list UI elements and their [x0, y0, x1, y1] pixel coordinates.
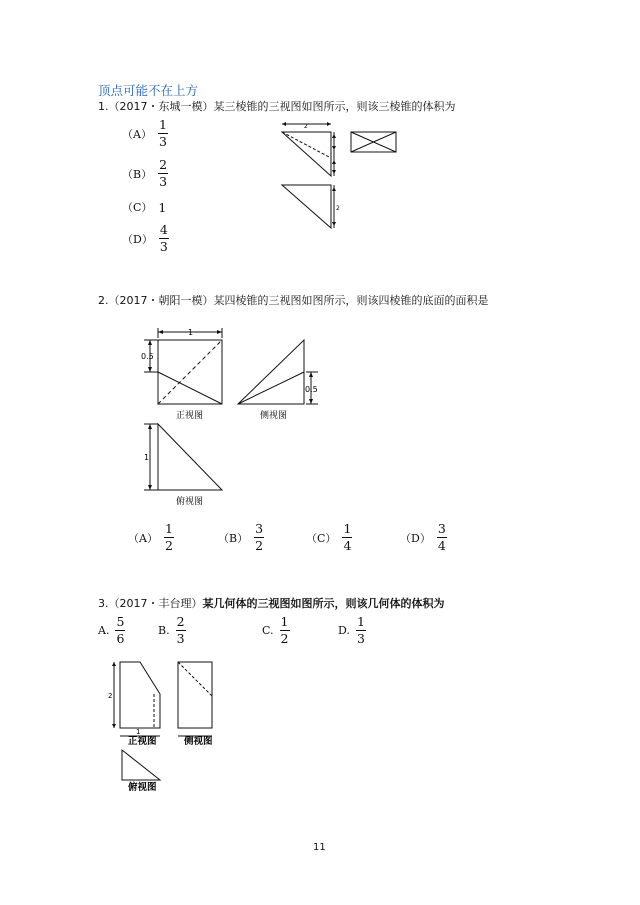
q1-side-dim: 2: [336, 205, 340, 212]
q2-three-view-figure: [138, 320, 328, 510]
q2-option-d[interactable]: [400, 522, 447, 553]
option-label: （A）: [128, 531, 158, 545]
q1-option-b[interactable]: [122, 158, 168, 189]
q2-top-label: 俯视图: [176, 497, 204, 507]
q3-side-label: 侧视图: [184, 736, 213, 747]
option-label: B.: [158, 624, 170, 637]
q3-dim-width: 1: [136, 728, 141, 736]
q3-top-view: [122, 750, 160, 780]
fraction: $\frac{1}{2}$: [164, 521, 173, 553]
fraction: $\frac{2}{3}$: [159, 157, 168, 189]
option-label: （D）: [122, 232, 153, 246]
fraction: $\frac{1}{2}$: [280, 614, 289, 646]
q3-three-view-figure: [108, 656, 228, 796]
q1-option-a[interactable]: [122, 118, 168, 149]
fraction: $\frac{3}{2}$: [255, 521, 264, 553]
fraction: $\frac{4}{3}$: [159, 222, 168, 254]
option-label: （D）: [400, 531, 431, 545]
question-1-text: 1.（2017・东城一模）某三棱锥的三视图如图所示，则该三棱锥的体积为: [98, 100, 456, 113]
option-label: （B）: [122, 167, 153, 181]
q3-side-view: [178, 662, 212, 728]
q1-option-c[interactable]: [122, 199, 166, 215]
q2-dim-left: 0.5: [141, 352, 154, 361]
fraction: $\frac{3}{4}$: [437, 521, 446, 553]
q2-front-label: 正视图: [176, 411, 204, 421]
q1-top-view: [282, 185, 331, 228]
fraction: $\frac{2}{3}$: [176, 614, 185, 646]
fraction: $\frac{5}{6}$: [116, 614, 125, 646]
q1-three-view-figure: [276, 120, 406, 235]
page-number: 11: [313, 842, 326, 853]
section-heading: 顶点可能不在上方: [98, 83, 199, 98]
q3-top-label: 俯视图: [128, 782, 157, 793]
q2-top-view: [158, 424, 222, 490]
q1-top-dim: 2: [304, 123, 308, 130]
option-label: （B）: [218, 531, 249, 545]
q2-dim-width: 1: [188, 328, 194, 337]
option-label: A.: [98, 624, 110, 637]
q1-option-d[interactable]: [122, 223, 169, 254]
q3-option-a[interactable]: [98, 615, 125, 646]
q2-option-b[interactable]: [218, 522, 264, 553]
option-value: 1: [158, 199, 167, 215]
option-label: C.: [262, 624, 274, 637]
q3-front-label: 正视图: [128, 736, 157, 747]
option-label: （A）: [122, 127, 152, 141]
question-2-text: 2.（2017・朝阳一模）某四棱锥的三视图如图所示，则该四棱锥的底面的面积是: [98, 294, 489, 307]
q2-dim-right: 0.5: [305, 385, 318, 394]
option-label: （C）: [306, 531, 337, 545]
q2-option-c[interactable]: [306, 522, 352, 553]
q2-side-label: 侧视图: [260, 411, 288, 421]
q3-dim-height: 2: [108, 692, 113, 700]
q3-option-d[interactable]: [338, 615, 366, 646]
fraction: $\frac{1}{4}$: [343, 521, 352, 553]
q2-option-a[interactable]: [128, 522, 174, 553]
question-3-body: 某几何体的三视图如图所示，则该几何体的体积为: [202, 597, 445, 610]
question-3-text: [98, 595, 445, 611]
q2-side-view: [238, 340, 304, 404]
fraction: $\frac{1}{3}$: [356, 614, 365, 646]
option-label: （C）: [122, 201, 153, 214]
fraction: $\frac{1}{3}$: [158, 117, 167, 149]
question-3-prefix: 3.（2017・丰台理）: [98, 597, 203, 610]
q3-option-c[interactable]: [262, 615, 290, 646]
q3-option-b[interactable]: [158, 615, 186, 646]
q2-dim-top-view: 1: [144, 453, 150, 462]
option-label: D.: [338, 624, 350, 637]
